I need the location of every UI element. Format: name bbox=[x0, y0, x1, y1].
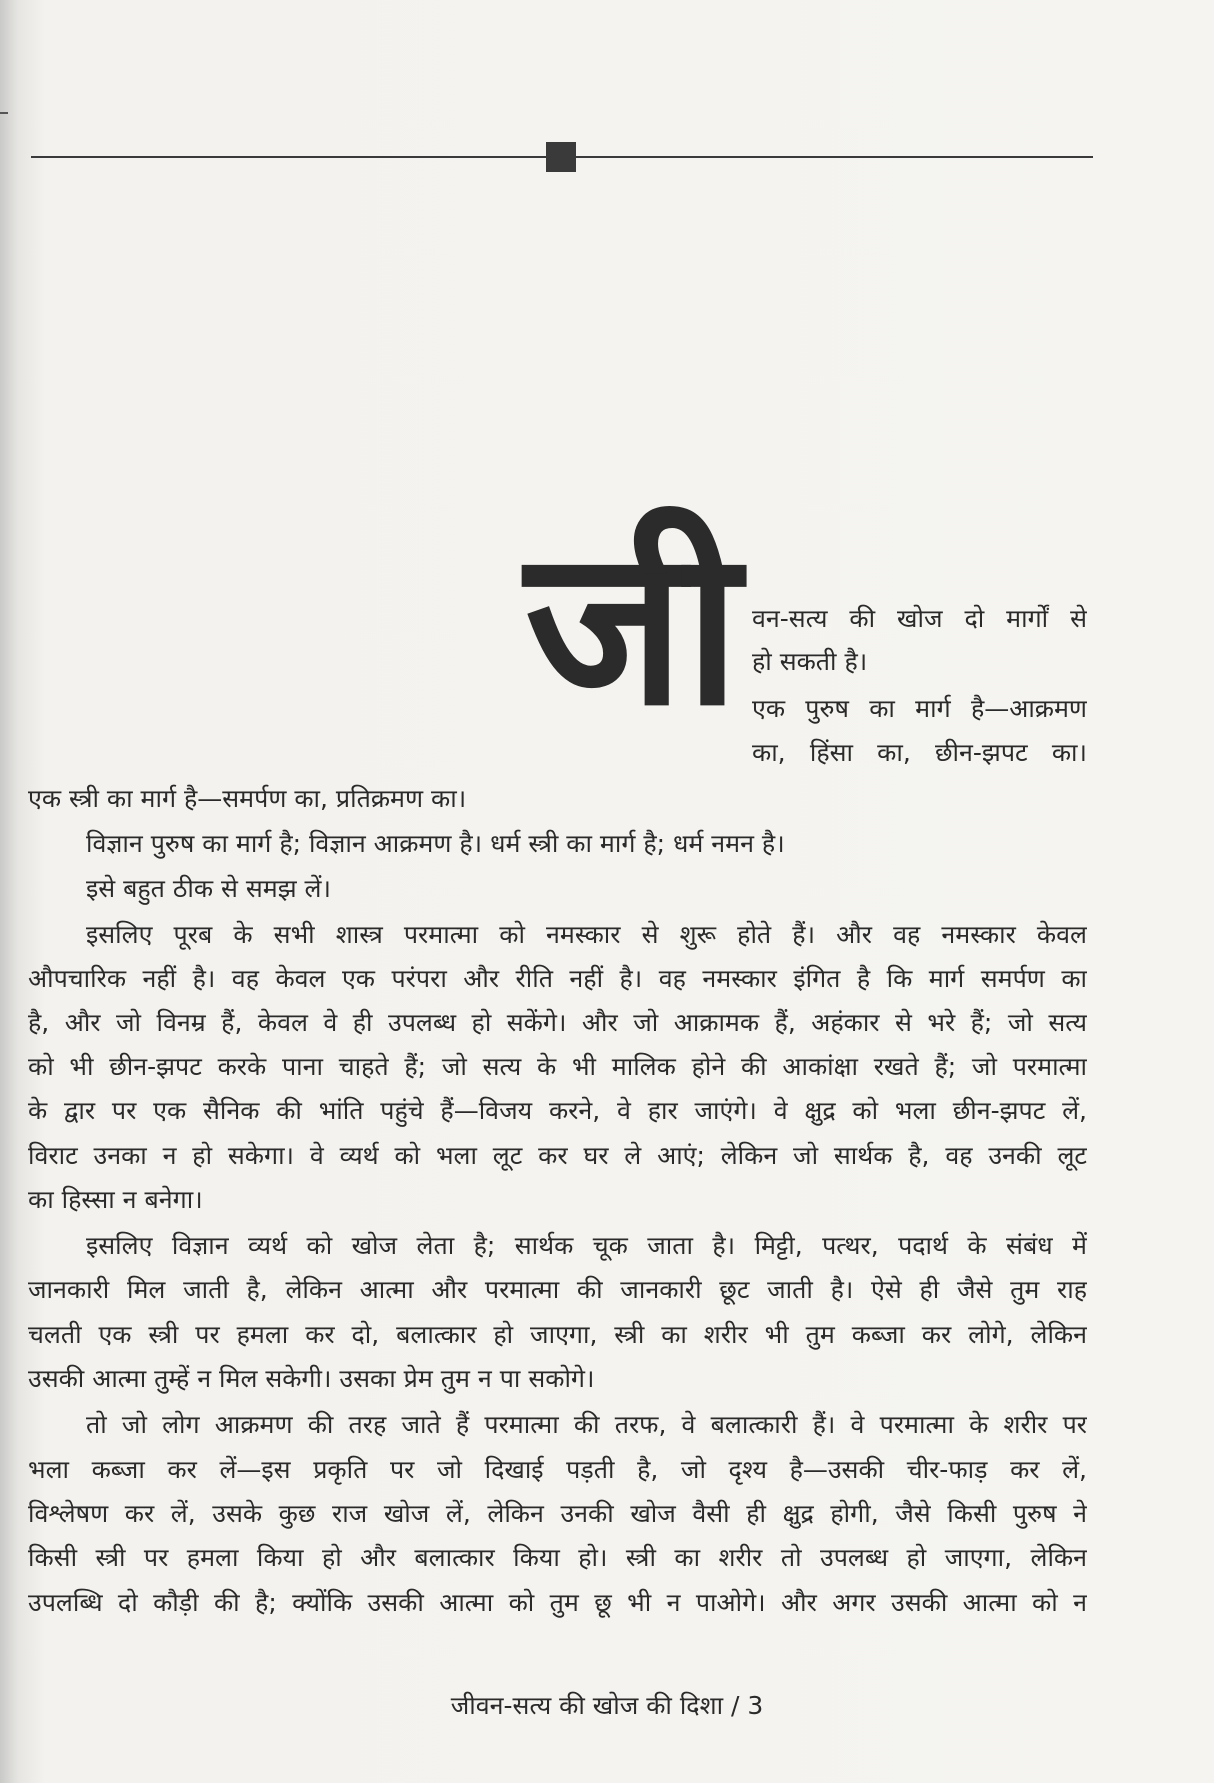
page-footer: जीवन-सत्य की खोज की दिशा / 3 bbox=[450, 1691, 764, 1720]
header-rule-ornament bbox=[546, 142, 576, 172]
body-line: उपलब्धि दो कौड़ी की है; क्योंकि उसकी आत्मा को तुम छू भी न पाओगे। और अगर उसकी आत्मा को न bbox=[28, 1588, 1087, 1617]
body-line: विराट उनका न हो सकेगा। वे व्यर्थ को भला लूट कर घर ले आएं; लेकिन जो सार्थक है, वह उनकी लूट bbox=[28, 1141, 1087, 1170]
body-line: एक स्त्री का मार्ग है—समर्पण का, प्रतिक्रमण का। bbox=[28, 784, 467, 813]
page-edge-mark bbox=[0, 112, 8, 114]
opening-line: का, हिंसा का, छीन-झपट का। bbox=[752, 738, 1087, 767]
body-line: है, और जो विनम्र हैं, केवल वे ही उपलब्ध हो सकेंगे। और जो आक्रामक हैं, अहंकार से भरे हैं; जो सत्य bbox=[28, 1008, 1087, 1037]
body-line: विश्लेषण कर लें, उसके कुछ राज खोज लें, लेकिन उनकी खोज वैसी ही क्षुद्र होगी, जैसे किसी पुरुष ने bbox=[28, 1499, 1087, 1528]
body-line: औपचारिक नहीं है। वह केवल एक परंपरा और रीति नहीं है। वह नमस्कार इंगित है कि मार्ग समर्पण का bbox=[28, 964, 1087, 993]
opening-line: एक पुरुष का मार्ग है—आक्रमण bbox=[752, 694, 1087, 723]
body-line: विज्ञान पुरुष का मार्ग है; विज्ञान आक्रमण है। धर्म स्त्री का मार्ग है; धर्म नमन है। bbox=[86, 829, 785, 858]
body-line: जानकारी मिल जाती है, लेकिन आत्मा और परमात्मा की जानकारी छूट जाती है। ऐसे ही जैसे तुम राह bbox=[28, 1275, 1087, 1304]
body-line: इसे बहुत ठीक से समझ लें। bbox=[86, 874, 331, 903]
body-line: इसलिए विज्ञान व्यर्थ को खोज लेता है; सार्थक चूक जाता है। मिट्टी, पत्थर, पदार्थ के संबंध में bbox=[86, 1231, 1087, 1260]
body-line: उसकी आत्मा तुम्हें न मिल सकेगी। उसका प्रेम तुम न पा सकोगे। bbox=[28, 1364, 595, 1393]
body-line: तो जो लोग आक्रमण की तरह जाते हैं परमात्मा की तरफ, वे बलात्कारी हैं। वे परमात्मा के शरीर पर bbox=[86, 1410, 1087, 1439]
drop-cap: जी bbox=[525, 502, 741, 753]
body-line: भला कब्जा कर लें—इस प्रकृति पर जो दिखाई पड़ती है, जो दृश्य है—उसकी चीर-फाड़ कर लें, bbox=[28, 1455, 1087, 1484]
body-line: चलती एक स्त्री पर हमला कर दो, बलात्कार हो जाएगा, स्त्री का शरीर भी तुम कब्जा कर लोगे, लेकिन bbox=[28, 1320, 1087, 1349]
body-line: का हिस्सा न बनेगा। bbox=[28, 1185, 203, 1214]
body-line: को भी छीन-झपट करके पाना चाहते हैं; जो सत्य के भी मालिक होने की आकांक्षा रखते हैं; जो परमात्मा bbox=[28, 1052, 1087, 1081]
body-line: के द्वार पर एक सैनिक की भांति पहुंचे हैं—विजय करने, वे हार जाएंगे। वे क्षुद्र को भला छीन-झपट लें, bbox=[28, 1096, 1087, 1125]
body-line: इसलिए पूरब के सभी शास्त्र परमात्मा को नमस्कार से शुरू होते हैं। और वह नमस्कार केवल bbox=[86, 920, 1087, 949]
body-line: किसी स्त्री पर हमला किया हो और बलात्कार किया हो। स्त्री का शरीर तो उपलब्ध हो जाएगा, लेकिन bbox=[28, 1543, 1087, 1572]
opening-line: वन-सत्य की खोज दो मार्गों से bbox=[752, 604, 1087, 633]
opening-line: हो सकती है। bbox=[752, 647, 868, 676]
